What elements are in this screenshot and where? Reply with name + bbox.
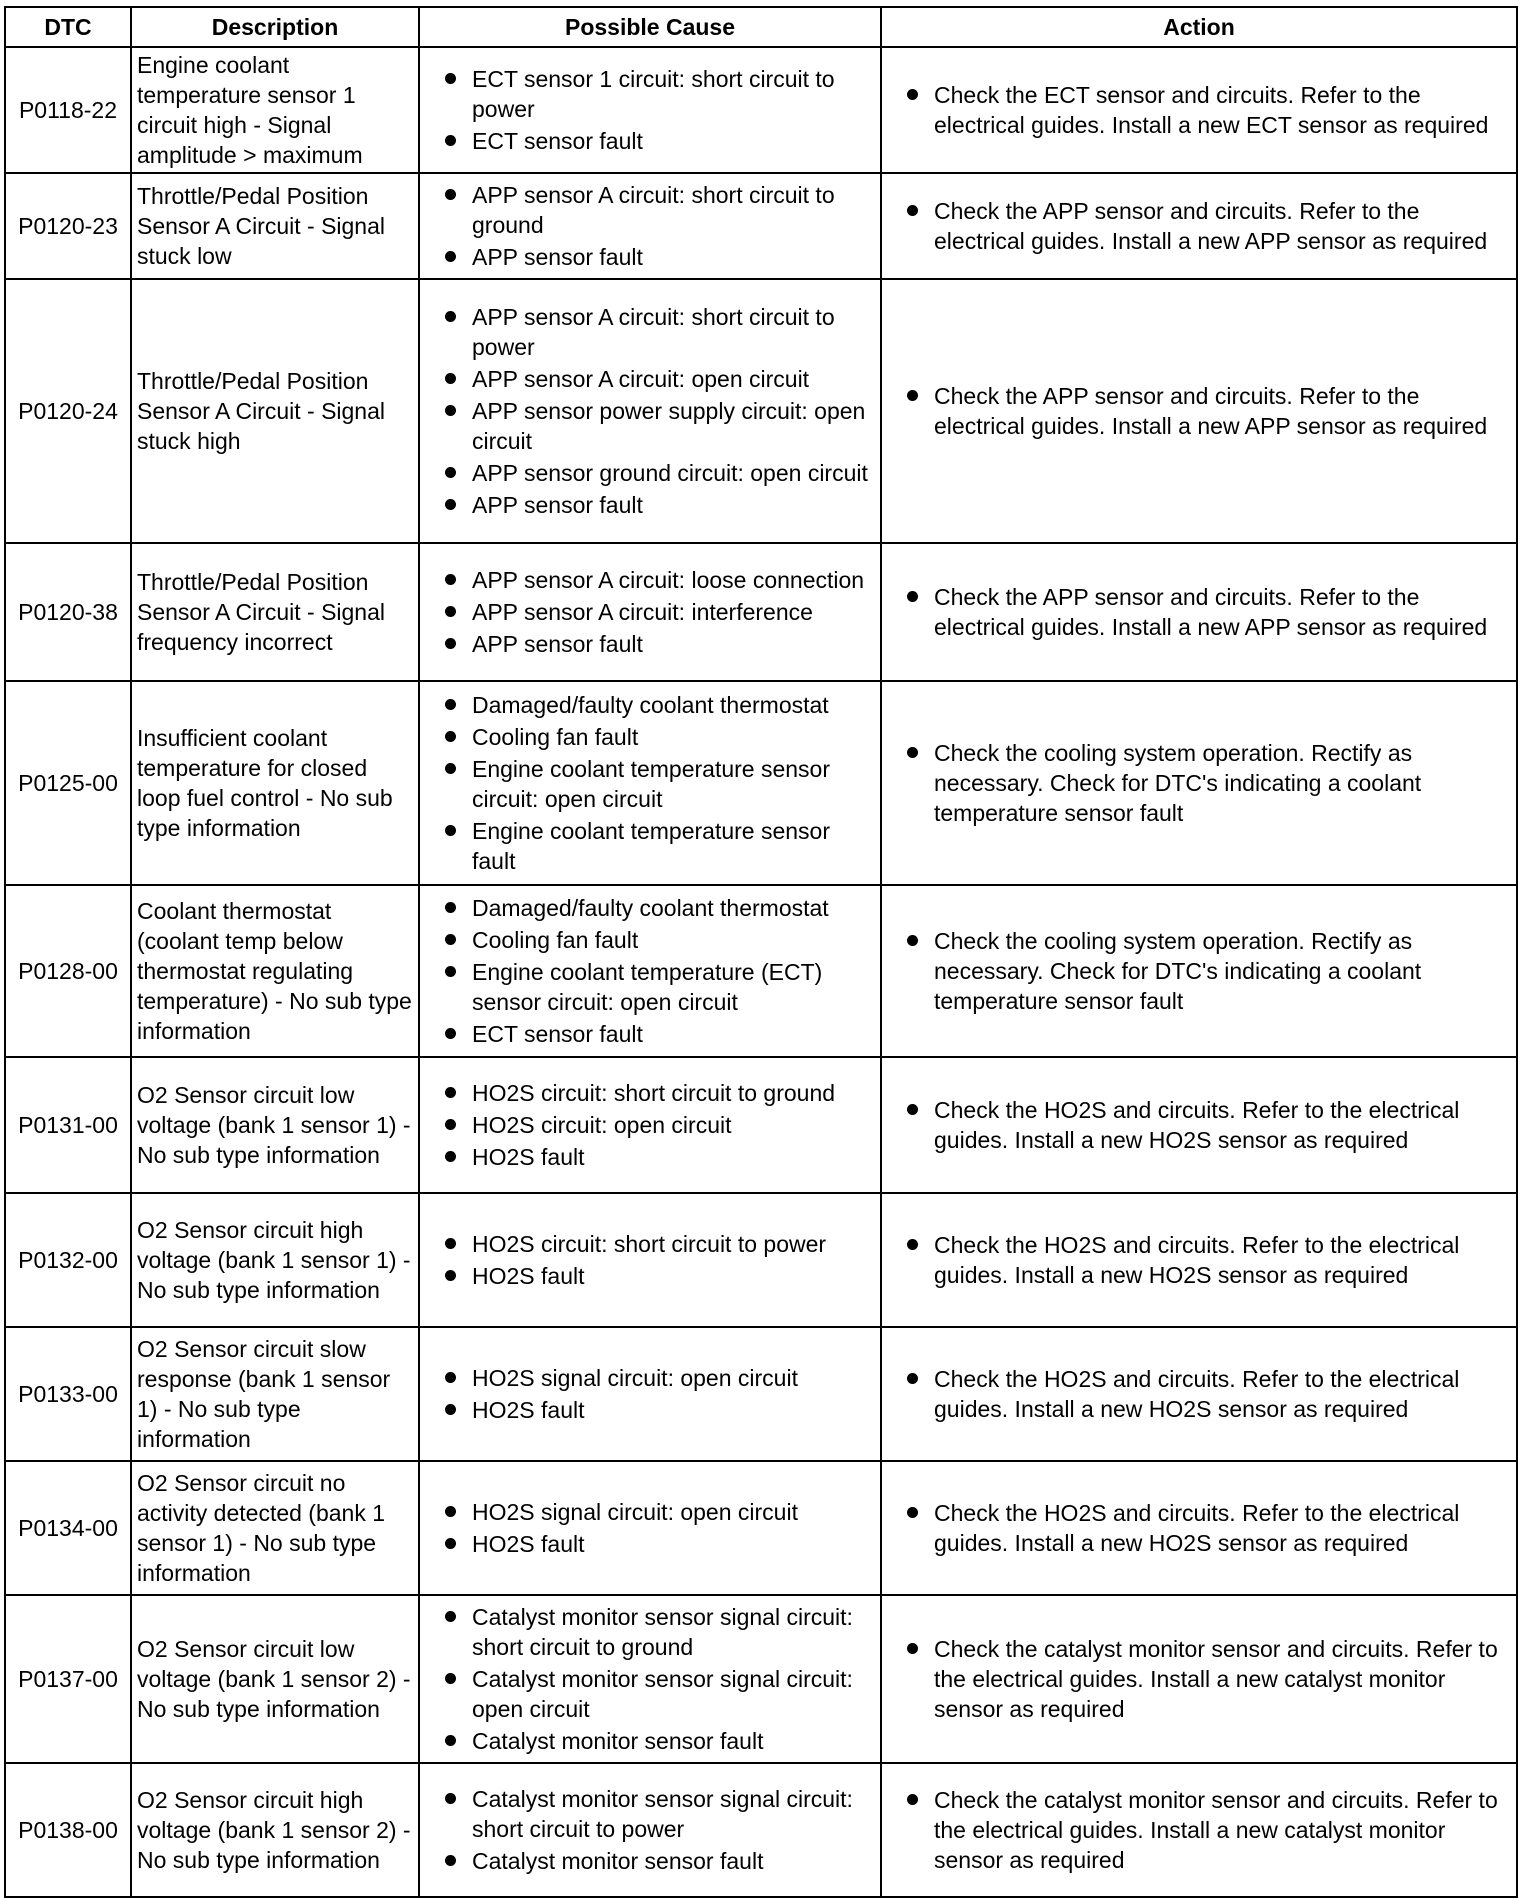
dtc-table: [4, 6, 1518, 1898]
action-cell: [881, 543, 1517, 681]
dtc-code-cell: P0132-00: [5, 1193, 131, 1327]
table-row: [5, 47, 1517, 173]
description-cell: Throttle/Pedal Position Sensor A Circuit - Signal frequency incorrect: [131, 543, 419, 681]
possible-cause-item: APP sensor A circuit: loose connection: [428, 565, 870, 595]
action-list: [890, 926, 1506, 1016]
action-cell: [881, 1327, 1517, 1461]
description-cell: Insufficient coolant temperature for closed loop fuel control - No sub type information: [131, 681, 419, 885]
dtc-code-cell: P0128-00: [5, 885, 131, 1057]
action-cell: [881, 1595, 1517, 1763]
description-cell: Coolant thermostat (coolant temp below thermostat regulating temperature) - No sub type information: [131, 885, 419, 1057]
possible-cause-list: [428, 893, 870, 1049]
possible-cause-item: Catalyst monitor sensor signal circuit: short circuit to ground: [428, 1602, 870, 1662]
action-cell: [881, 681, 1517, 885]
action-cell: [881, 47, 1517, 173]
possible-cause-item: APP sensor A circuit: short circuit to ground: [428, 180, 870, 240]
table-row: [5, 681, 1517, 885]
dtc-code-cell: P0120-23: [5, 173, 131, 279]
possible-cause-item: Engine coolant temperature (ECT) sensor circuit: open circuit: [428, 957, 870, 1017]
description-cell: Throttle/Pedal Position Sensor A Circuit - Signal stuck low: [131, 173, 419, 279]
action-item: Check the HO2S and circuits. Refer to the electrical guides. Install a new HO2S sensor as required: [890, 1230, 1506, 1290]
possible-cause-item: APP sensor power supply circuit: open circuit: [428, 396, 870, 456]
action-list: [890, 80, 1506, 140]
possible-cause-cell: [419, 1193, 881, 1327]
possible-cause-cell: [419, 47, 881, 173]
possible-cause-item: HO2S signal circuit: open circuit: [428, 1363, 870, 1393]
action-list: [890, 381, 1506, 441]
table-header: [5, 7, 1517, 47]
table-row: [5, 1461, 1517, 1595]
action-item: Check the catalyst monitor sensor and circuits. Refer to the electrical guides. Install a new catalyst monitor sensor as required: [890, 1785, 1506, 1875]
table-row: [5, 1327, 1517, 1461]
action-cell: [881, 279, 1517, 543]
possible-cause-list: [428, 565, 870, 659]
possible-cause-item: HO2S fault: [428, 1142, 870, 1172]
action-item: Check the cooling system operation. Rectify as necessary. Check for DTC's indicating a coolant temperature sensor fault: [890, 738, 1506, 828]
dtc-code-cell: P0120-38: [5, 543, 131, 681]
action-item: Check the HO2S and circuits. Refer to the electrical guides. Install a new HO2S sensor as required: [890, 1498, 1506, 1558]
action-cell: [881, 1461, 1517, 1595]
possible-cause-item: Damaged/faulty coolant thermostat: [428, 893, 870, 923]
possible-cause-cell: [419, 1327, 881, 1461]
table-row: [5, 173, 1517, 279]
action-list: [890, 1364, 1506, 1424]
table-row: [5, 1193, 1517, 1327]
action-item: Check the HO2S and circuits. Refer to the electrical guides. Install a new HO2S sensor as required: [890, 1095, 1506, 1155]
action-cell: [881, 1057, 1517, 1193]
action-list: [890, 1230, 1506, 1290]
possible-cause-item: ECT sensor 1 circuit: short circuit to power: [428, 64, 870, 124]
action-cell: [881, 173, 1517, 279]
header-row: [5, 7, 1517, 47]
action-item: Check the APP sensor and circuits. Refer to the electrical guides. Install a new APP sensor as required: [890, 381, 1506, 441]
possible-cause-item: Catalyst monitor sensor fault: [428, 1726, 870, 1756]
action-list: [890, 738, 1506, 828]
possible-cause-item: HO2S signal circuit: open circuit: [428, 1497, 870, 1527]
possible-cause-cell: [419, 279, 881, 543]
action-item: Check the APP sensor and circuits. Refer to the electrical guides. Install a new APP sensor as required: [890, 582, 1506, 642]
action-cell: [881, 885, 1517, 1057]
description-cell: Engine coolant temperature sensor 1 circuit high - Signal amplitude > maximum: [131, 47, 419, 173]
header-action: Action: [881, 7, 1517, 47]
table-row: [5, 885, 1517, 1057]
description-cell: O2 Sensor circuit high voltage (bank 1 sensor 1) - No sub type information: [131, 1193, 419, 1327]
possible-cause-cell: [419, 681, 881, 885]
dtc-code-cell: P0118-22: [5, 47, 131, 173]
possible-cause-item: APP sensor A circuit: short circuit to power: [428, 302, 870, 362]
description-cell: O2 Sensor circuit high voltage (bank 1 sensor 2) - No sub type information: [131, 1763, 419, 1897]
possible-cause-item: APP sensor fault: [428, 242, 870, 272]
possible-cause-list: [428, 302, 870, 520]
possible-cause-item: Damaged/faulty coolant thermostat: [428, 690, 870, 720]
description-cell: O2 Sensor circuit no activity detected (bank 1 sensor 1) - No sub type information: [131, 1461, 419, 1595]
action-list: [890, 1095, 1506, 1155]
possible-cause-item: APP sensor ground circuit: open circuit: [428, 458, 870, 488]
possible-cause-list: [428, 1497, 870, 1559]
possible-cause-item: Cooling fan fault: [428, 925, 870, 955]
possible-cause-item: HO2S circuit: short circuit to power: [428, 1229, 870, 1259]
action-item: Check the cooling system operation. Rectify as necessary. Check for DTC's indicating a coolant temperature sensor fault: [890, 926, 1506, 1016]
possible-cause-item: APP sensor fault: [428, 490, 870, 520]
possible-cause-item: APP sensor fault: [428, 629, 870, 659]
possible-cause-item: Cooling fan fault: [428, 722, 870, 752]
possible-cause-item: Engine coolant temperature sensor fault: [428, 816, 870, 876]
header-dtc: DTC: [5, 7, 131, 47]
header-possible-cause: Possible Cause: [419, 7, 881, 47]
possible-cause-cell: [419, 885, 881, 1057]
table-row: [5, 1763, 1517, 1897]
possible-cause-list: [428, 64, 870, 156]
table-row: [5, 1595, 1517, 1763]
header-description: Description: [131, 7, 419, 47]
action-item: Check the ECT sensor and circuits. Refer to the electrical guides. Install a new ECT sensor as required: [890, 80, 1506, 140]
possible-cause-item: Catalyst monitor sensor signal circuit: open circuit: [428, 1664, 870, 1724]
possible-cause-item: HO2S fault: [428, 1529, 870, 1559]
dtc-code-cell: P0134-00: [5, 1461, 131, 1595]
possible-cause-list: [428, 180, 870, 272]
possible-cause-cell: [419, 1057, 881, 1193]
possible-cause-cell: [419, 1763, 881, 1897]
possible-cause-item: APP sensor A circuit: interference: [428, 597, 870, 627]
possible-cause-item: Catalyst monitor sensor signal circuit: short circuit to power: [428, 1784, 870, 1844]
action-list: [890, 196, 1506, 256]
action-cell: [881, 1193, 1517, 1327]
action-item: Check the catalyst monitor sensor and circuits. Refer to the electrical guides. Install a new catalyst monitor sensor as required: [890, 1634, 1506, 1724]
possible-cause-item: HO2S fault: [428, 1261, 870, 1291]
possible-cause-list: [428, 690, 870, 876]
action-item: Check the APP sensor and circuits. Refer to the electrical guides. Install a new APP sensor as required: [890, 196, 1506, 256]
table-row: [5, 279, 1517, 543]
action-list: [890, 1634, 1506, 1724]
possible-cause-list: [428, 1602, 870, 1756]
possible-cause-item: HO2S circuit: open circuit: [428, 1110, 870, 1140]
description-cell: O2 Sensor circuit slow response (bank 1 sensor 1) - No sub type information: [131, 1327, 419, 1461]
dtc-code-cell: P0133-00: [5, 1327, 131, 1461]
possible-cause-cell: [419, 1595, 881, 1763]
possible-cause-cell: [419, 543, 881, 681]
action-item: Check the HO2S and circuits. Refer to the electrical guides. Install a new HO2S sensor as required: [890, 1364, 1506, 1424]
possible-cause-item: ECT sensor fault: [428, 126, 870, 156]
possible-cause-list: [428, 1229, 870, 1291]
possible-cause-list: [428, 1078, 870, 1172]
possible-cause-item: APP sensor A circuit: open circuit: [428, 364, 870, 394]
dtc-code-cell: P0120-24: [5, 279, 131, 543]
description-cell: O2 Sensor circuit low voltage (bank 1 sensor 1) - No sub type information: [131, 1057, 419, 1193]
table-row: [5, 1057, 1517, 1193]
dtc-code-cell: P0137-00: [5, 1595, 131, 1763]
action-list: [890, 1785, 1506, 1875]
possible-cause-item: HO2S circuit: short circuit to ground: [428, 1078, 870, 1108]
description-cell: Throttle/Pedal Position Sensor A Circuit - Signal stuck high: [131, 279, 419, 543]
possible-cause-cell: [419, 1461, 881, 1595]
table-body: [5, 47, 1517, 1897]
possible-cause-item: HO2S fault: [428, 1395, 870, 1425]
possible-cause-cell: [419, 173, 881, 279]
possible-cause-item: Catalyst monitor sensor fault: [428, 1846, 870, 1876]
possible-cause-list: [428, 1363, 870, 1425]
table-row: [5, 543, 1517, 681]
action-list: [890, 1498, 1506, 1558]
dtc-code-cell: P0138-00: [5, 1763, 131, 1897]
dtc-code-cell: P0125-00: [5, 681, 131, 885]
possible-cause-list: [428, 1784, 870, 1876]
possible-cause-item: ECT sensor fault: [428, 1019, 870, 1049]
action-cell: [881, 1763, 1517, 1897]
possible-cause-item: Engine coolant temperature sensor circuit: open circuit: [428, 754, 870, 814]
dtc-code-cell: P0131-00: [5, 1057, 131, 1193]
description-cell: O2 Sensor circuit low voltage (bank 1 sensor 2) - No sub type information: [131, 1595, 419, 1763]
action-list: [890, 582, 1506, 642]
